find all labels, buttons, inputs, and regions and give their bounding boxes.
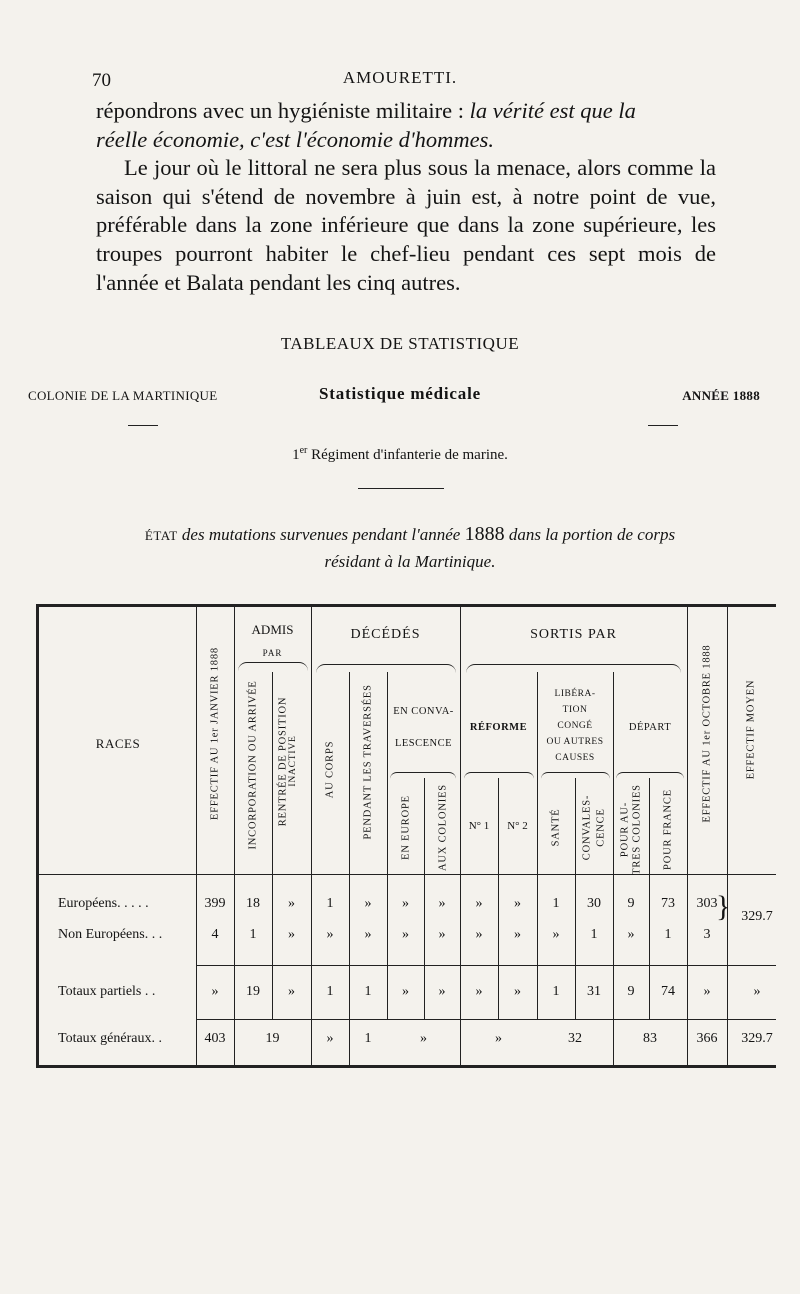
divider: [648, 425, 678, 426]
n2-header: N° 2: [507, 820, 528, 832]
row-label: Non Européens. . .: [58, 927, 163, 942]
table-cell: »: [288, 896, 295, 911]
lib-5: CAUSES: [555, 753, 595, 763]
rentree-header-2: INACTIVE: [288, 735, 298, 787]
partiels-cell: 31: [587, 984, 601, 999]
partiels-cell: »: [703, 984, 711, 999]
sortis-par-header: SORTIS PAR: [530, 627, 617, 642]
gen-eff: 403: [204, 1031, 226, 1046]
table-cell: 9: [627, 896, 635, 911]
running-title: AMOURETTI.: [342, 68, 458, 87]
table-cell: 1: [249, 927, 257, 942]
partiels-cell: 1: [552, 984, 560, 999]
table-cell: »: [402, 896, 409, 911]
table-cell: 1: [326, 896, 334, 911]
table-cell: »: [288, 927, 295, 942]
partiels-cell: 1: [326, 984, 334, 999]
brace-decedes: [316, 664, 456, 673]
eff-jan-header: EFFECTIF AU 1er JANVIER 1888: [209, 647, 221, 820]
table-cell: 18: [246, 896, 260, 911]
partiels-cell: »: [402, 984, 409, 999]
brace-admis: [238, 662, 308, 671]
table-cell: »: [552, 927, 560, 942]
brace-reforme: [464, 772, 534, 779]
p1-italic: la vérité est que la: [469, 98, 636, 123]
au-corps-header: AU CORPS: [324, 740, 336, 799]
eff-moyen-header: EFFECTIF MOYEN: [745, 679, 757, 780]
section-title: TABLEAUX DE STATISTIQUE: [280, 334, 520, 353]
page-number: 70: [92, 70, 111, 91]
regiment-sup: er: [299, 445, 308, 456]
table-cell: 1: [664, 927, 672, 942]
pour-autres-colonies-header-2: TRES COLONIES: [631, 784, 643, 875]
paragraph-1: [96, 97, 716, 154]
gen-depart: 83: [643, 1031, 657, 1046]
brace-rows: }: [716, 890, 731, 923]
gen-conva: »: [420, 1031, 427, 1046]
n1-header: N° 1: [468, 820, 490, 832]
reforme-header: RÉFORME: [469, 722, 528, 733]
partiels-moyen: »: [753, 984, 761, 999]
eff-moyen-merged: 329.7: [741, 909, 773, 924]
aux-colonies-header: AUX COLONIES: [437, 784, 449, 871]
traversees-header: PENDANT LES TRAVERSÉES: [362, 684, 374, 840]
en-conva-header: EN CONVA-: [393, 706, 454, 717]
body-text: [96, 97, 716, 297]
incorporation-header: INCORPORATION OU ARRIVÉE: [247, 680, 259, 850]
table-cell: »: [438, 927, 446, 942]
table-cell: »: [514, 896, 521, 911]
table-cell: 1: [590, 927, 598, 942]
par-header: PAR: [262, 648, 283, 658]
lib-4: OU AUTRES: [546, 737, 604, 747]
lescence-header: LESCENCE: [394, 738, 453, 749]
gen-admis: 19: [265, 1031, 280, 1046]
table-border-left: [36, 604, 39, 1068]
depart-header: DÉPART: [628, 722, 672, 733]
decedes-header: DÉCÉDÉS: [350, 627, 421, 642]
table-cell: 303: [696, 896, 718, 911]
table-cell: 73: [661, 896, 675, 911]
table-cell: »: [475, 927, 483, 942]
partiels-cell: 1: [364, 984, 372, 999]
divider: [358, 488, 444, 489]
admis-header: ADMIS: [251, 622, 294, 637]
partiels-cell: »: [475, 984, 483, 999]
partiels-cell: 74: [661, 984, 675, 999]
convalescence-header-2: CENCE: [595, 808, 607, 847]
gen-dec1: »: [326, 1031, 334, 1046]
etat-sc: ÉTAT: [144, 528, 178, 543]
totaux-generaux-label: Totaux généraux. .: [58, 1031, 162, 1046]
en-europe-header: EN EUROPE: [400, 795, 412, 860]
gen-oct: 366: [696, 1031, 718, 1046]
paragraph-2: Le jour où le littoral ne sera plus sous la menace, alors comme la saison qui s'étend de novembre à juin est, à notre point de vue, préférable dans la zone inférieure que dans la zone supérieure, les troupes pourront habiter le chef-lieu pendant ces sept mois de l'année et Balata pendant les cinq autres.: [96, 155, 716, 295]
row-rule: [196, 1019, 776, 1020]
lib-1: LIBÉRA-: [554, 689, 596, 699]
table-cell: 4: [211, 927, 219, 942]
table-cell: 399: [204, 896, 226, 911]
col-line: [387, 672, 388, 1019]
eff-oct-header: EFFECTIF AU 1er OCTOBRE 1888: [701, 644, 713, 823]
table-border-bottom: [36, 1065, 776, 1068]
partiels-cell: 19: [246, 984, 260, 999]
etat-l2: résidant à la Martinique.: [324, 552, 496, 571]
table-cell: 1: [552, 896, 560, 911]
divider: [128, 425, 158, 426]
pour-autres-colonies-header: POUR AU-: [619, 801, 631, 858]
rentree-header: RENTRÉE DE POSITION: [277, 696, 289, 827]
table-border-top: [36, 604, 776, 607]
liberation-header: [537, 686, 613, 766]
p1-text: répondrons avec un hygiéniste militaire :: [96, 98, 470, 123]
etat-t1: des mutations survenues pendant l'année: [177, 525, 465, 544]
pour-france-header: POUR FRANCE: [662, 789, 674, 870]
col-line: [272, 672, 273, 1019]
table-cell: »: [326, 927, 334, 942]
colonie-label: COLONIE DE LA MARTINIQUE: [28, 388, 218, 403]
table-cell: »: [364, 896, 372, 911]
row-rule: [196, 965, 776, 966]
table-cell: »: [438, 896, 446, 911]
brace-sortis: [466, 664, 681, 673]
table-cell: »: [514, 927, 521, 942]
gen-reforme: »: [495, 1031, 502, 1046]
etat-caption: [70, 521, 750, 575]
lib-3: CONGÉ: [557, 721, 593, 731]
partiels-cell: »: [514, 984, 521, 999]
etat-t2: dans la portion de corps: [504, 525, 676, 544]
etat-year: 1888: [464, 523, 505, 545]
gen-moyen: 329.7: [741, 1031, 773, 1046]
p1-italic-2: réelle économie, c'est l'économie d'hommes.: [96, 126, 495, 152]
regiment-num: 1: [292, 447, 300, 463]
convalescence-header: CONVALES-: [581, 794, 593, 861]
partiels-cell: »: [288, 984, 295, 999]
regiment-line: [0, 445, 800, 464]
stat-medicale-title: Statistique médicale: [319, 384, 481, 403]
gen-liberation: 32: [568, 1031, 582, 1046]
table-cell: »: [627, 927, 635, 942]
col-line: [349, 672, 350, 1065]
regiment-text: Régiment d'infanterie de marine.: [307, 447, 508, 463]
sante-header: SANTÉ: [550, 808, 562, 847]
gen-dec2: 1: [364, 1031, 372, 1046]
lib-2: TION: [562, 705, 588, 715]
table-cell: »: [364, 927, 372, 942]
races-header: RACES: [95, 736, 141, 751]
partiels-cell: »: [211, 984, 219, 999]
annee-label: ANNÉE 1888: [682, 388, 760, 403]
partiels-cell: 9: [627, 984, 635, 999]
totaux-partiels-label: Totaux partiels . .: [58, 984, 156, 999]
table-cell: »: [402, 927, 409, 942]
table-cell: 30: [587, 896, 601, 911]
table-cell: 3: [703, 927, 711, 942]
partiels-cell: »: [438, 984, 446, 999]
row-label: Européens. . . . .: [58, 896, 149, 911]
table-cell: »: [475, 896, 483, 911]
